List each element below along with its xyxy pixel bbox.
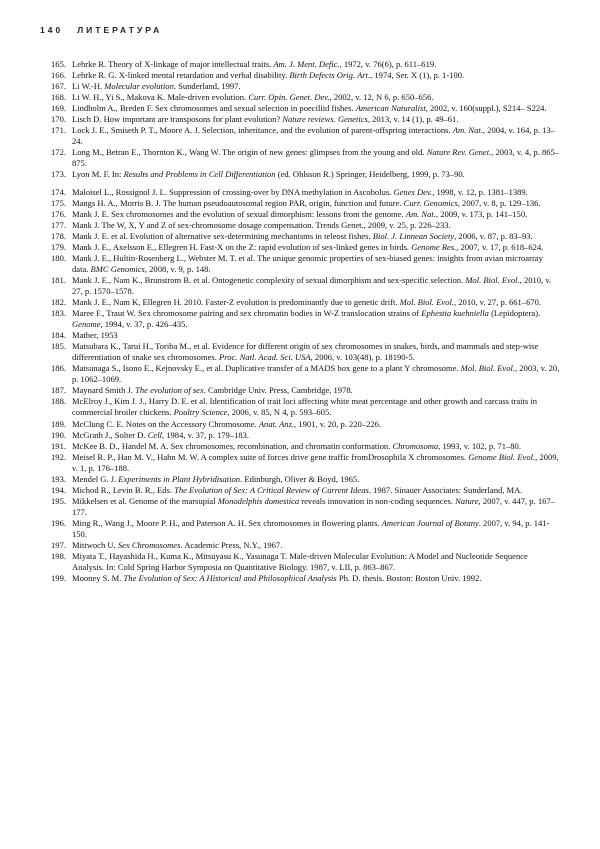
reference-italic-text: Mol. Biol. Evol.	[460, 363, 516, 374]
reference-italic-text: Am. Nat.	[452, 125, 483, 136]
reference-italic-text: Curr. Genomics	[403, 197, 458, 208]
reference-number: 168.	[51, 92, 66, 103]
reference-text	[72, 330, 560, 341]
reference-italic-text: Nature	[455, 495, 479, 506]
reference-italic-text: Anat. Anz.	[258, 418, 295, 429]
reference-text	[72, 70, 560, 81]
reference-number: 188.	[51, 396, 66, 407]
reference-item	[40, 147, 560, 169]
reference-number: 186.	[51, 363, 66, 374]
reference-text	[72, 198, 560, 209]
reference-list	[40, 59, 560, 584]
reference-text	[72, 169, 560, 180]
reference-number: 181.	[51, 274, 66, 285]
reference-plain-text: , 2013, v. 14 (1), p. 49–61.	[367, 114, 459, 125]
reference-item	[40, 474, 560, 485]
reference-text	[72, 125, 560, 147]
reference-item	[40, 396, 560, 418]
reference-item	[40, 81, 560, 92]
reference-number: 198.	[51, 551, 66, 562]
reference-italic-text: Birth Defects Orig. Art.	[289, 70, 371, 81]
reference-plain-text: Lindholm A., Breden F. Sex chromosomes and sexual selection in poeciliid fishes.	[72, 103, 356, 114]
reference-text	[72, 308, 560, 330]
reference-italic-text: Chromosoma	[392, 440, 439, 451]
reference-plain-text: , 2006, v. 87, p. 83–93.	[454, 230, 533, 241]
reference-plain-text: Mather, 1953	[72, 330, 118, 341]
reference-plain-text: McElroy J., Kim J. J., Harry D. E. et al. Identification of trait loci affecting white meat percentage and other growth and carcass traits in commercial broiler chickens.	[72, 396, 538, 418]
reference-number: 171.	[51, 125, 66, 136]
reference-text	[72, 474, 560, 485]
reference-number: 173.	[51, 169, 66, 180]
reference-plain-text: Mooney S. M.	[72, 573, 124, 584]
reference-italic-text: Am. Nat.	[405, 208, 436, 219]
reference-plain-text: Matsunaga S., Isono E., Kejnovsky E., et al. Duplicative transfer of a MADS box gene to a plant Y chromosome.	[72, 363, 461, 374]
reference-number: 172.	[51, 147, 66, 158]
reference-number: 199.	[51, 573, 66, 584]
reference-text	[72, 242, 560, 253]
reference-item	[40, 59, 560, 70]
reference-number: 165.	[51, 59, 66, 69]
reference-number: 166.	[51, 70, 66, 81]
reference-item	[40, 231, 560, 242]
page-number: 140	[40, 25, 64, 35]
reference-plain-text: 2006, v. 85, N 4, p. 593–605.	[229, 407, 332, 418]
reference-item	[40, 308, 560, 330]
reference-plain-text: Miyata T., Hayashida H., Kuma K., Mitsuyasu K., Yasunaga T. Male-driven Molecular Evolution: A Model and Nucleotide Sequence Analysis. In: Cold Spring Harbor Symposia on Quantitative Biology. 1987, v. LII, p. 863–867.	[72, 551, 528, 573]
reference-plain-text: , 1993, v. 102, p. 71–80.	[438, 440, 521, 451]
reference-plain-text: Maree F., Traut W. Sex chromosome pairing and sex chromatin bodies in W-Z translocation strains of	[72, 308, 422, 319]
reference-italic-text: American Naturalist	[355, 103, 426, 114]
reference-item	[40, 209, 560, 220]
reference-plain-text: . Sunderland, 1997.	[173, 81, 241, 92]
reference-plain-text: Lehrke R. G. X-linked mental retardation and verbal disability.	[72, 70, 290, 81]
reference-plain-text: , 2002, v. 160(suppl.), S214– S224.	[425, 103, 547, 114]
reference-plain-text: Lock J. E., Smiseth P. T., Moore A. J. Selection, inheritance, and the evolution of parent-offspring interactions.	[72, 125, 453, 136]
reference-italic-text: Genome Biol. Evol.	[468, 451, 536, 462]
reference-plain-text: Li W.-H.	[72, 81, 105, 92]
reference-plain-text: , 1994, v. 37, p. 426–435.	[100, 319, 188, 330]
reference-number: 180.	[51, 252, 66, 263]
reference-plain-text: , 2007, v. 447, p. 167–177.	[72, 495, 555, 517]
reference-italic-text: Mol. Biol. Evol.	[399, 296, 454, 307]
reference-text	[72, 441, 560, 452]
reference-plain-text: Mank J. E., Nam K., Brunstrom B. et al. Ontogenetic complexity of sexual dimorphism and sex-specific selection.	[72, 274, 466, 285]
reference-number: 179.	[51, 241, 66, 252]
reference-italic-text: Results and Problems in Cell Differentiation	[123, 169, 276, 180]
reference-plain-text: , 2004, v. 164, p. 13–24.	[72, 125, 555, 147]
reference-plain-text: , 2010, v. 27, p. 661–670.	[454, 296, 542, 307]
reference-plain-text: , 1984, v. 37, p. 179–183.	[161, 429, 250, 440]
reference-number: 196.	[51, 517, 66, 528]
reference-number: 167.	[51, 81, 66, 92]
reference-text	[72, 209, 560, 220]
reference-item	[40, 297, 560, 308]
reference-plain-text: , 2010, v. 27, p. 1570–1578.	[72, 274, 552, 296]
reference-number: 197.	[51, 540, 66, 551]
reference-item	[40, 485, 560, 496]
reference-text	[72, 385, 560, 396]
reference-text	[72, 275, 560, 297]
reference-plain-text: , 2009, v. 173, p. 141–150.	[435, 208, 528, 219]
section-title: ЛИТЕРАТУРА	[77, 25, 163, 35]
reference-plain-text: Lyon M. F. In:	[72, 169, 124, 180]
reference-number: 177.	[51, 219, 66, 230]
reference-text	[72, 81, 560, 92]
reference-text	[72, 103, 560, 114]
reference-italic-text: Proc. Natl. Acad. Sci. USA	[219, 352, 311, 363]
reference-italic-text: Mol. Biol. Evol.	[465, 274, 520, 285]
reference-text	[72, 297, 560, 308]
reference-text	[72, 430, 560, 441]
reference-text	[72, 518, 560, 540]
reference-item	[40, 220, 560, 231]
reference-item	[40, 169, 560, 180]
reference-plain-text: Ph. D. thesis. Boston: Boston Univ. 1992.	[336, 573, 482, 584]
reference-item	[40, 540, 560, 551]
reference-italic-text: Am. J. Ment. Defic.	[273, 59, 340, 69]
reference-text	[72, 114, 560, 125]
reference-plain-text: Mangs H. A., Morris B. J. The human pseudoautosomal region PAR, origin, function and future.	[72, 197, 404, 208]
reference-plain-text: , 1974, Ser. X (1), p. 1-100.	[370, 70, 465, 81]
reference-item	[40, 198, 560, 209]
reference-item	[40, 419, 560, 430]
reference-plain-text: . 2007, v. 94, p. 141-150.	[72, 517, 550, 539]
reference-plain-text: Maloisel L., Rossignol J. L. Suppression of crossing-over by DNA methylation in Ascobolus.	[72, 186, 394, 197]
reference-italic-text: Nature Rev. Genet.	[426, 147, 492, 158]
reference-number: 190.	[51, 429, 66, 440]
reference-plain-text: Mank J. The W, X, Y and Z of sex-chromosome dosage compensation. Trends Genet., 2009, v. 25, p. 226–233.	[72, 219, 451, 230]
reference-italic-text: Experiments in Plant Hybridisation	[118, 473, 241, 484]
reference-number: 184.	[51, 330, 66, 341]
reference-italic-text: Curr. Opin. Genet. Dev.	[248, 92, 330, 103]
running-header	[40, 25, 162, 35]
reference-plain-text: McClung C. E. Notes on the Accessory Chromosome.	[72, 418, 259, 429]
reference-plain-text: , 2006, v. 103(48), p. 18190-5.	[310, 352, 415, 363]
reference-text	[72, 540, 560, 551]
reference-number: 170.	[51, 114, 66, 125]
reference-number: 191.	[51, 440, 66, 451]
reference-item	[40, 125, 560, 147]
reference-italic-text: Molecular evolution	[104, 81, 174, 92]
reference-number: 194.	[51, 484, 66, 495]
reference-item	[40, 92, 560, 103]
reference-plain-text: (ed. Ohlsson R.) Springer, Heidelberg, 1999, p. 73–90.	[275, 169, 465, 180]
reference-italic-text: Nature reviews. Genetics	[282, 114, 368, 125]
reference-plain-text: , 2009, v. 1, p. 176–188.	[72, 451, 559, 473]
reference-plain-text: Ming R., Wang J., Moore P. H., and Paterson A. H. Sex chromosomes in flowering plants.	[72, 517, 382, 528]
reference-item	[40, 551, 560, 573]
reference-number: 195.	[51, 495, 66, 506]
reference-plain-text: Mank J. E. et al. Evolution of alternative sex-determining mechanisms in teleost fishes.	[72, 230, 373, 241]
reference-number: 187.	[51, 385, 66, 396]
reference-item	[40, 242, 560, 253]
reference-plain-text: McKee B. D., Handel M. A. Sex chromosomes, recombination, and chromatin conformation.	[72, 440, 393, 451]
reference-item	[40, 253, 560, 275]
reference-plain-text: Lisch D. How important are transposons for plant evolution?	[72, 114, 283, 125]
reference-text	[72, 187, 560, 198]
reference-plain-text: , 1972, v. 76(6), p. 611–619.	[339, 59, 437, 69]
reference-number: 175.	[51, 197, 66, 208]
reference-plain-text: Matsubara K., Tarui H., Toriba M., et al. Evidence for different origin of sex chromosomes in snakes, birds, and mammals and step-wise differentiation of snake sex chromosomes.	[72, 341, 539, 363]
reference-number: 189.	[51, 418, 66, 429]
reference-text	[72, 231, 560, 242]
reference-item	[40, 573, 560, 584]
reference-text	[72, 92, 560, 103]
reference-plain-text: Michod R., Levin B. R., Eds.	[72, 484, 175, 495]
reference-number: 185.	[51, 341, 66, 352]
reference-text	[72, 341, 560, 363]
reference-plain-text: reveals innovation in non-coding sequences.	[299, 495, 456, 506]
reference-plain-text: , 2007, v. 17, p. 618–624.	[456, 241, 544, 252]
reference-number: 178.	[51, 230, 66, 241]
reference-text	[72, 220, 560, 231]
reference-item	[40, 341, 560, 363]
reference-plain-text: , 2003, v. 20, p. 1062–1069.	[72, 363, 560, 385]
reference-plain-text: Meisel R. P., Han M. V., Hahn M. W. A complex suite of forces drive gene traffic fromDrosophila X chromosomes.	[72, 451, 469, 462]
reference-item	[40, 496, 560, 518]
reference-number: 193.	[51, 473, 66, 484]
reference-italic-text: BMC Genomics	[90, 263, 145, 274]
reference-number: 174.	[51, 186, 66, 197]
reference-plain-text: , 1901, v. 20, p. 220–226.	[294, 418, 382, 429]
reference-plain-text: McGrath J., Solter D.	[72, 429, 148, 440]
reference-italic-text: Sex Chromosomes	[117, 540, 181, 551]
reference-item	[40, 430, 560, 441]
reference-plain-text: Mank J. E., Hultin-Rosenberg L., Webster M. T. et al. The unique genomic properties of sex-biased genes: insights from avian microarray data.	[72, 252, 543, 274]
reference-text	[72, 253, 560, 275]
reference-italic-text: The Evolution of Sex: A Historical and Philosophical Analysis	[123, 573, 337, 584]
reference-plain-text: Long M., Betran E., Thornton K., Wang W. The origin of new genes: glimpses from the young and old.	[72, 147, 427, 158]
reference-italic-text: Monodelphis domestica	[217, 495, 300, 506]
reference-text	[72, 363, 560, 385]
reference-number: 183.	[51, 308, 66, 319]
reference-plain-text: Mittwoch U.	[72, 540, 118, 551]
reference-item	[40, 70, 560, 81]
reference-plain-text: , 2008, v. 9, p. 148.	[144, 263, 211, 274]
reference-plain-text: Li W. H., Yi S., Makova K. Male-driven evolution.	[72, 92, 249, 103]
reference-italic-text: The Evolution of Sex: A Critical Review of Current Ideas	[174, 484, 369, 495]
reference-plain-text: Maynard Smith J.	[72, 385, 136, 396]
reference-text	[72, 396, 560, 418]
reference-plain-text: . 1987. Sinauer Associates: Sunderland, MA.	[368, 484, 523, 495]
reference-item	[40, 385, 560, 396]
reference-text	[72, 496, 560, 518]
reference-italic-text: Ephestia kuehniella	[421, 308, 489, 319]
reference-item	[40, 114, 560, 125]
reference-italic-text: Genome	[72, 319, 101, 330]
reference-text	[72, 551, 560, 573]
reference-plain-text: , 2007, v. 8, p. 129–136.	[457, 197, 541, 208]
reference-item	[40, 330, 560, 341]
reference-plain-text: Mikkelsen et al. Genome of the marsupial	[72, 495, 218, 506]
reference-plain-text: , 1998, v. 12, p. 1381–1389.	[432, 186, 528, 197]
reference-text	[72, 485, 560, 496]
reference-plain-text: Mank J. E., Nam K, Ellegren H. 2010. Faster-Z evolution is predominantly due to genetic drift.	[72, 296, 400, 307]
reference-text	[72, 59, 560, 70]
reference-plain-text: Mank J. E. Sex chromosomes and the evolution of sexual dimorphism: lessons from the genome.	[72, 208, 406, 219]
reference-text	[72, 452, 560, 474]
reference-item	[40, 275, 560, 297]
reference-italic-text: The evolution of sex	[135, 385, 204, 396]
reference-plain-text: Mank J. E., Axelsson E., Ellegren H. Fast-X on the Z: rapid evolution of sex-linked genes in birds.	[72, 241, 412, 252]
reference-number: 176.	[51, 208, 66, 219]
reference-number: 182.	[51, 296, 66, 307]
reference-item	[40, 103, 560, 114]
reference-plain-text: . Cambridge Univ. Press, Cambridge, 1978.	[203, 385, 353, 396]
reference-plain-text: (Lepidoptera).	[488, 308, 541, 319]
reference-item	[40, 452, 560, 474]
reference-plain-text: , 2003, v. 4, p. 865–875.	[72, 147, 560, 169]
reference-italic-text: Poultry Science,	[173, 407, 230, 418]
reference-text	[72, 419, 560, 430]
reference-plain-text: Mendel G. J.	[72, 473, 119, 484]
reference-item	[40, 363, 560, 385]
reference-text	[72, 147, 560, 169]
reference-number: 169.	[51, 103, 66, 114]
reference-plain-text: Lehrke R. Theory of X-linkage of major intellectual traits.	[72, 59, 274, 69]
reference-italic-text: Genes Dev.	[393, 186, 433, 197]
reference-item	[40, 187, 560, 198]
reference-italic-text: American Journal of Botany	[381, 517, 479, 528]
reference-italic-text: Cell	[147, 429, 162, 440]
reference-item	[40, 518, 560, 540]
reference-plain-text: , 2002, v. 12, N 6, p. 650–656.	[329, 92, 434, 103]
reference-italic-text: Biol. J. Linnean Society	[372, 230, 455, 241]
reference-plain-text: . Academic Press, N.Y., 1967.	[180, 540, 283, 551]
reference-item	[40, 441, 560, 452]
reference-italic-text: Genome Res.	[411, 241, 457, 252]
reference-number: 192.	[51, 451, 66, 462]
reference-plain-text: . Edinburgh, Oliver & Boyd, 1965.	[240, 473, 360, 484]
reference-text	[72, 573, 560, 584]
